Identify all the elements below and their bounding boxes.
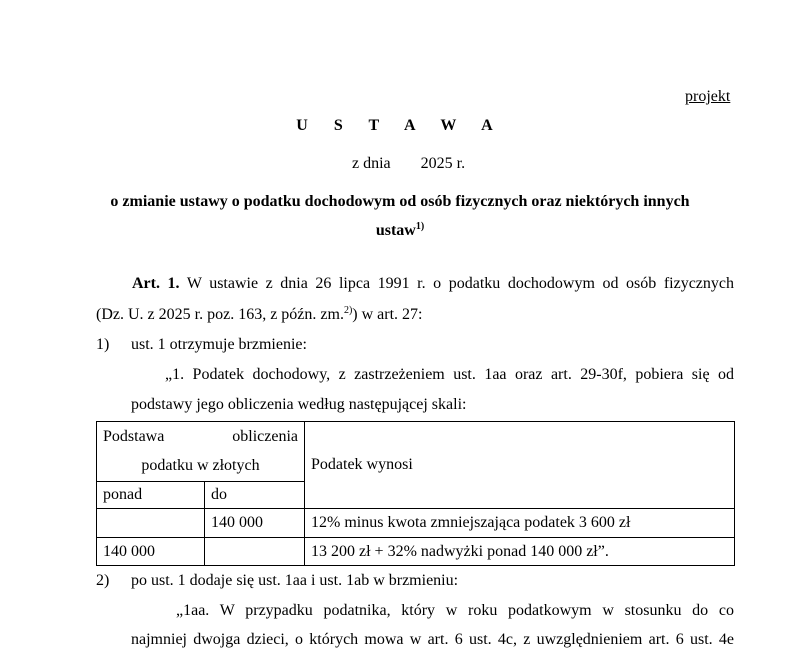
document-title: U S T A W A: [296, 117, 504, 134]
item-1-number: 1): [96, 336, 110, 353]
item-2-text: po ust. 1 dodaje się ust. 1aa i ust. 1ab w brzmieniu:: [131, 572, 459, 589]
row-1-to: 140 000: [205, 509, 305, 538]
article-1-text-2a: (Dz. U. z 2025 r. poz. 163, z późn. zm.: [96, 306, 344, 323]
item-2-number: 2): [96, 572, 110, 589]
footnote-marker-2: 2): [343, 305, 353, 316]
subject-line-2: [0, 222, 800, 240]
article-1-line-1: [132, 275, 734, 293]
row-1-tax: 12% minus kwota zmniejszająca podatek 3 600 zł: [305, 509, 735, 538]
item-1-quote-line-1: „1. Podatek dochodowy, z zastrzeżeniem ust. 1aa oraz art. 29-30f, pobiera się od: [165, 366, 734, 383]
header-basis-cell: [97, 422, 305, 482]
article-1-label: Art. 1.: [132, 275, 180, 292]
item-2-quote-line-1: „1aa. W przypadku podatnika, który w roku podatkowym w stosunku do co: [176, 602, 734, 619]
article-1-line-2: [96, 306, 422, 324]
tax-scale-table: [96, 421, 735, 566]
project-label: projekt: [685, 88, 731, 105]
header-basis-c: podatku w złotych: [141, 457, 260, 474]
row-2-tax: 13 200 zł + 32% nadwyżki ponad 140 000 zł”.: [305, 538, 735, 566]
date-prefix: z dnia: [352, 155, 391, 172]
row-2-over: 140 000: [97, 538, 205, 566]
item-2-quote-line-2: najmniej dwojga dzieci, o których mowa w art. 6 ust. 4c, z uwzględnieniem art. 6 ust. 4e: [131, 631, 734, 648]
header-to-cell: do: [205, 482, 305, 509]
header-tax-cell: [305, 422, 735, 509]
subject-line-2-text: ustaw: [375, 222, 416, 239]
row-1-over: [97, 509, 205, 538]
header-tax: Podatek wynosi: [311, 456, 413, 473]
subject-line-1: o zmianie ustawy o podatku dochodowym od osób fizycznych oraz niektórych innych: [110, 193, 690, 210]
item-1-text: ust. 1 otrzymuje brzmienie:: [131, 336, 307, 353]
row-2-to: [205, 538, 305, 566]
article-1-text-1: W ustawie z dnia 26 lipca 1991 r. o podatku dochodowym od osób fizycznych: [186, 275, 735, 292]
table-row: [97, 509, 735, 538]
date-year: 2025 r.: [420, 155, 466, 172]
header-over-cell: ponad: [97, 482, 205, 509]
footnote-marker-1: 1): [415, 221, 425, 232]
table-row: [97, 538, 735, 566]
article-1-text-2b: ) w art. 27:: [352, 306, 423, 323]
item-1-quote-line-2: podstawy jego obliczenia według następującej skali:: [131, 396, 467, 413]
date-line: [352, 155, 465, 173]
header-basis-b: obliczenia: [232, 428, 298, 445]
header-basis-a: Podstawa: [103, 428, 165, 445]
